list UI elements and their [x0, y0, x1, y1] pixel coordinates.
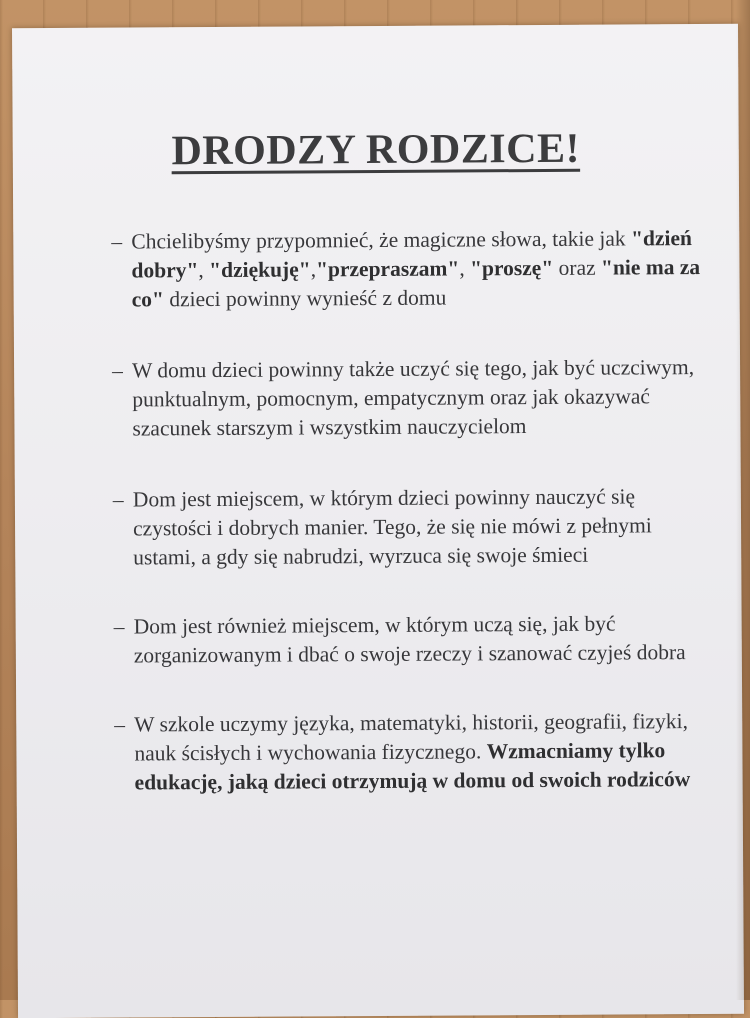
item-text: , [459, 256, 471, 281]
item-text: W szkole uczymy języka, matematyki, historii, geografii, fizyki, nauk ścisłych i wychowania fizycznego. [134, 709, 688, 766]
notice-list [111, 224, 719, 840]
bold-text: "przepraszam" [315, 256, 460, 282]
bullet-dash: – [113, 614, 125, 639]
list-item [112, 353, 717, 444]
bullet-dash: – [111, 229, 123, 254]
item-text: Dom jest również miejscem, w którym uczą się, jak być zorganizowanym i dbać o swoje rzeczy i szanować czyjeś dobra [133, 611, 686, 668]
bold-text: "nie ma za co" [131, 255, 701, 312]
bullet-dash: – [112, 358, 123, 383]
item-text: W domu dzieci powinny także uczyć się tego, jak być uczciwym, punktualnym, pomocnym, empatycznym oraz jak okazywać szacunek starszym i wszystkim nauczycielom [132, 355, 695, 441]
page-title: DRODZY RODZICE! [171, 125, 581, 175]
list-item [111, 224, 716, 315]
bold-text: Wzmacniamy tylko edukację, jaką dzieci otrzymują w domu od swoich rodziców [134, 738, 691, 795]
bold-text: "dziękuję" [209, 257, 311, 283]
item-text: dzieci powinny wynieść z domu [163, 285, 447, 312]
item-text: oraz [553, 255, 602, 280]
bold-text: "proszę" [469, 255, 554, 281]
list-item [113, 609, 718, 671]
bullet-dash: – [114, 712, 126, 737]
list-item [114, 707, 719, 798]
item-text: Chcielibyśmy przypomnieć, że magiczne słowa, takie jak [131, 226, 632, 254]
table-edge-shadow [736, 0, 750, 1000]
item-text: , [310, 257, 317, 282]
bold-text: "dzień dobry" [131, 226, 693, 283]
list-item [112, 482, 718, 573]
paper-sheet [12, 24, 744, 1018]
bullet-dash: – [112, 487, 124, 512]
item-text: Dom jest miejscem, w którym dzieci powinny nauczyć się czystości i dobrych manier. Tego, że się nie mówi z pełnymi ustami, a gdy się nabrudzi, wyrzuca się swoje śmieci [132, 484, 652, 570]
item-text: , [198, 258, 210, 283]
